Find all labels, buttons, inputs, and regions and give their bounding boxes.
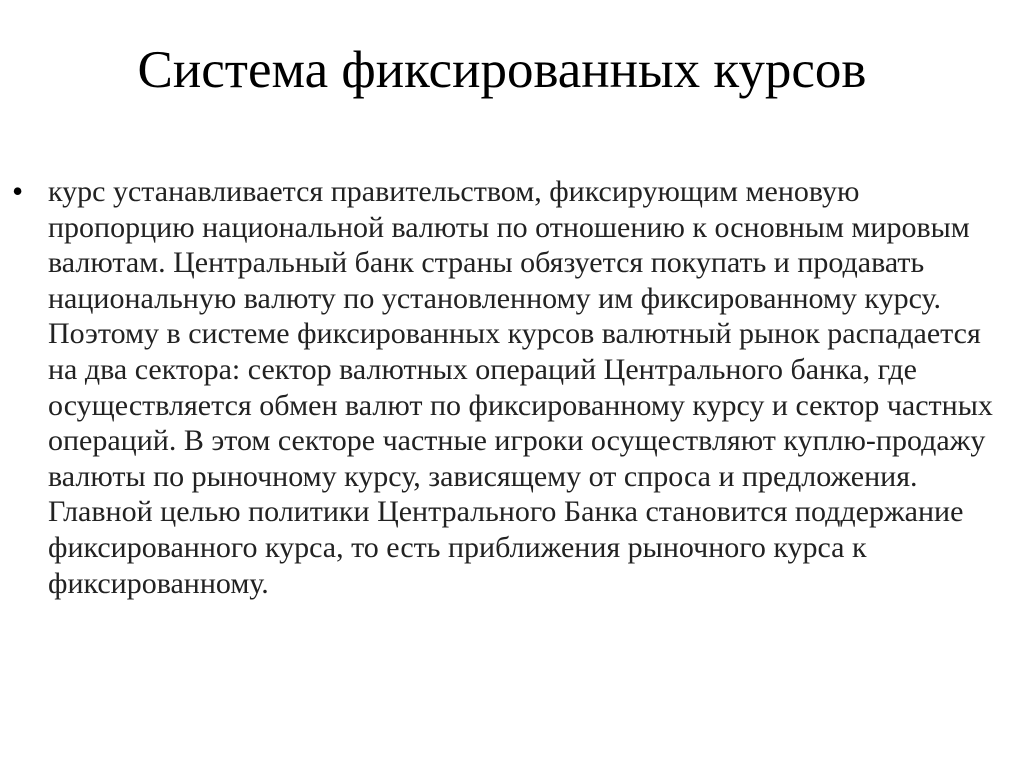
bullet-list bbox=[12, 174, 1002, 601]
bullet-text: курс устанавливается правительством, фиксирующим меновую пропорцию национальной валюты по отношению к основным мировым валютам. Центральный банк страны обязуется покупать и продавать национальную валюту по установленному им фиксированному курсу. Поэтому в системе фиксированных курсов валютный рынок распадается на два сектора: сектор валютных операций Центрального банка, где осуществляется обмен валют по фиксированному курсу и сектор частных операций. В этом секторе частные игроки осуществляют куплю-продажу валюты по рыночному курсу, зависящему от спроса и предложения. Главной целью политики Центрального Банка становится поддержание фиксированного курса, то есть приближения рыночного курса к фиксированному. bbox=[48, 175, 993, 600]
bullet-marker-icon: • bbox=[12, 173, 24, 209]
bullet-item bbox=[12, 174, 1002, 601]
slide-title: Система фиксированных курсов bbox=[137, 41, 867, 99]
